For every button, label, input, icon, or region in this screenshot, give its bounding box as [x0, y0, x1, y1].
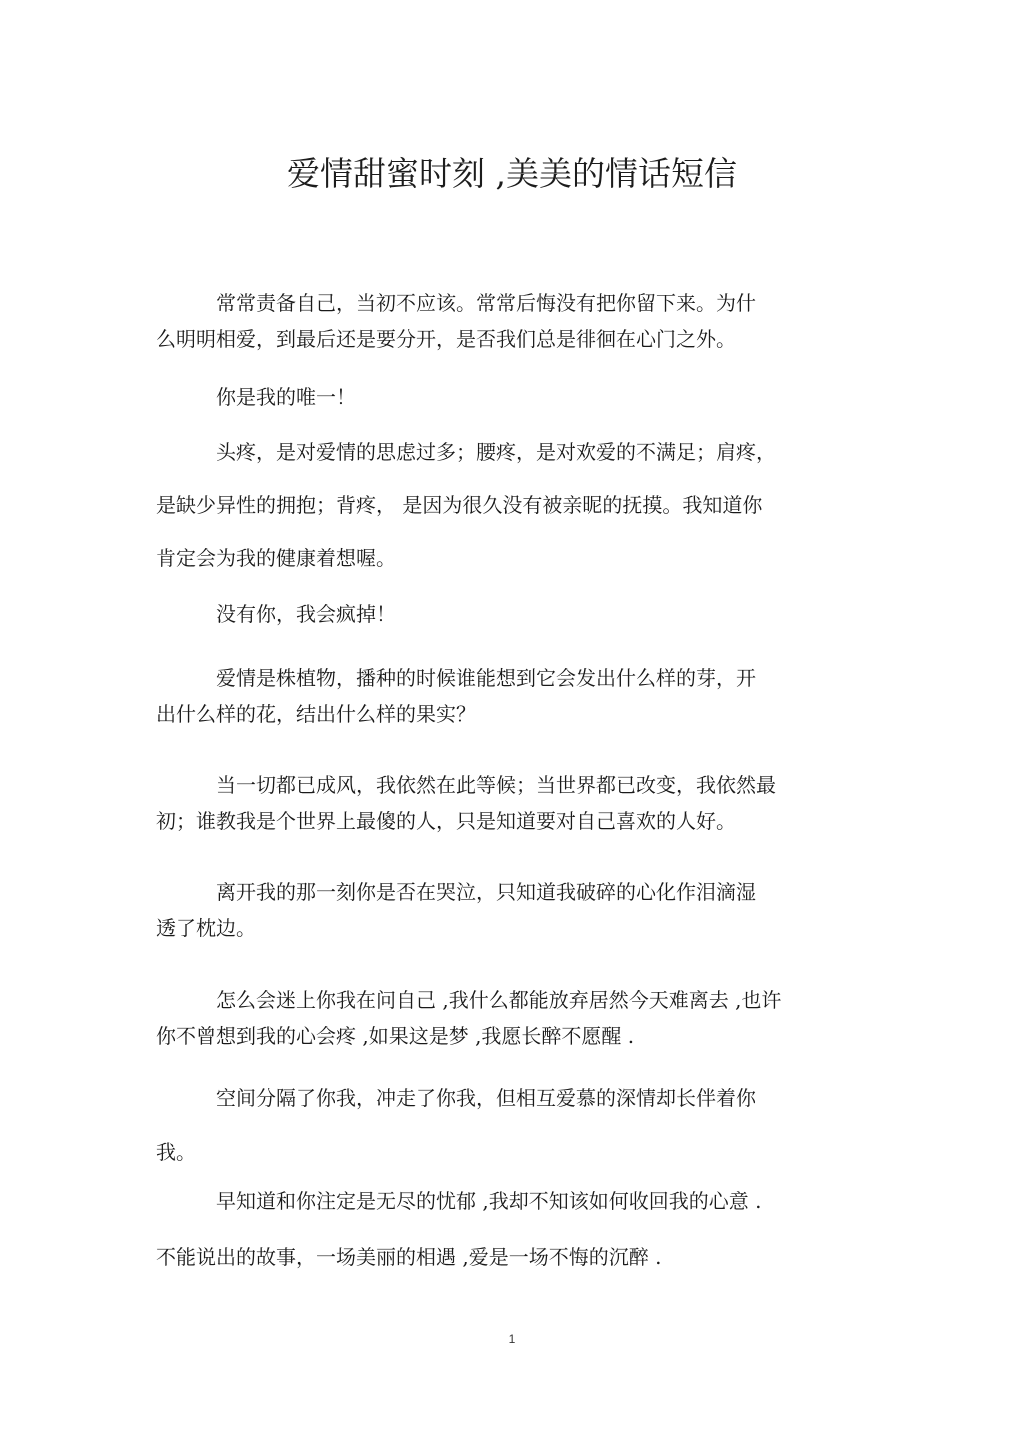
paragraph-line: 你是我的唯一！ [216, 385, 356, 409]
paragraph-line: 没有你，我会疯掉！ [216, 602, 396, 626]
paragraph-3 [156, 434, 856, 576]
paragraph-line: 我。 [156, 1140, 196, 1164]
paragraph-10 [156, 1183, 856, 1275]
paragraph-1 [156, 285, 856, 357]
paragraph-line: 头疼，是对爱情的思虑过多；腰疼，是对欢爱的不满足；肩疼， [216, 440, 776, 464]
paragraph-line: 当一切都已成风，我依然在此等候；当世界都已改变，我依然最 [216, 773, 776, 797]
paragraph-line: 早知道和你注定是无尽的忧郁 ,我却不知该如何收回我的心意 . [216, 1189, 762, 1213]
paragraph-line: 出什么样的花，结出什么样的果实？ [156, 702, 476, 726]
paragraph-line: 是缺少异性的拥抱；背疼， 是因为很久没有被亲昵的抚摸。我知道你 [156, 493, 763, 517]
paragraph-5 [156, 660, 856, 732]
paragraph-line: 爱情是株植物，播种的时候谁能想到它会发出什么样的芽，开 [216, 666, 756, 690]
paragraph-4 [156, 596, 856, 632]
paragraph-line: 怎么会迷上你我在问自己 ,我什么都能放弃居然今天难离去 ,也许 [216, 988, 782, 1012]
paragraph-6 [156, 767, 856, 839]
paragraph-line: 不能说出的故事，一场美丽的相遇 ,爱是一场不悔的沉醉 . [156, 1245, 662, 1269]
page-title: 爱情甜蜜时刻 ,美美的情话短信 [287, 154, 737, 193]
paragraph-line: 空间分隔了你我，冲走了你我，但相互爱慕的深情却长伴着你 [216, 1086, 756, 1110]
page-number: 1 [508, 1332, 516, 1346]
paragraph-line: 离开我的那一刻你是否在哭泣，只知道我破碎的心化作泪滴湿 [216, 880, 756, 904]
paragraph-line: 初；谁教我是个世界上最傻的人，只是知道要对自己喜欢的人好。 [156, 809, 736, 833]
paragraph-7 [156, 874, 856, 946]
paragraph-line: 透了枕边。 [156, 916, 256, 940]
paragraph-9 [156, 1080, 856, 1170]
paragraph-line: 么明明相爱，到最后还是要分开，是否我们总是徘徊在心门之外。 [156, 327, 736, 351]
paragraph-2 [156, 379, 856, 415]
paragraph-8 [156, 982, 856, 1054]
paragraph-line: 肯定会为我的健康着想喔。 [156, 546, 396, 570]
paragraph-line: 你不曾想到我的心会疼 ,如果这是梦 ,我愿长醉不愿醒 . [156, 1024, 635, 1048]
paragraph-line: 常常责备自己，当初不应该。常常后悔没有把你留下来。为什 [216, 291, 756, 315]
